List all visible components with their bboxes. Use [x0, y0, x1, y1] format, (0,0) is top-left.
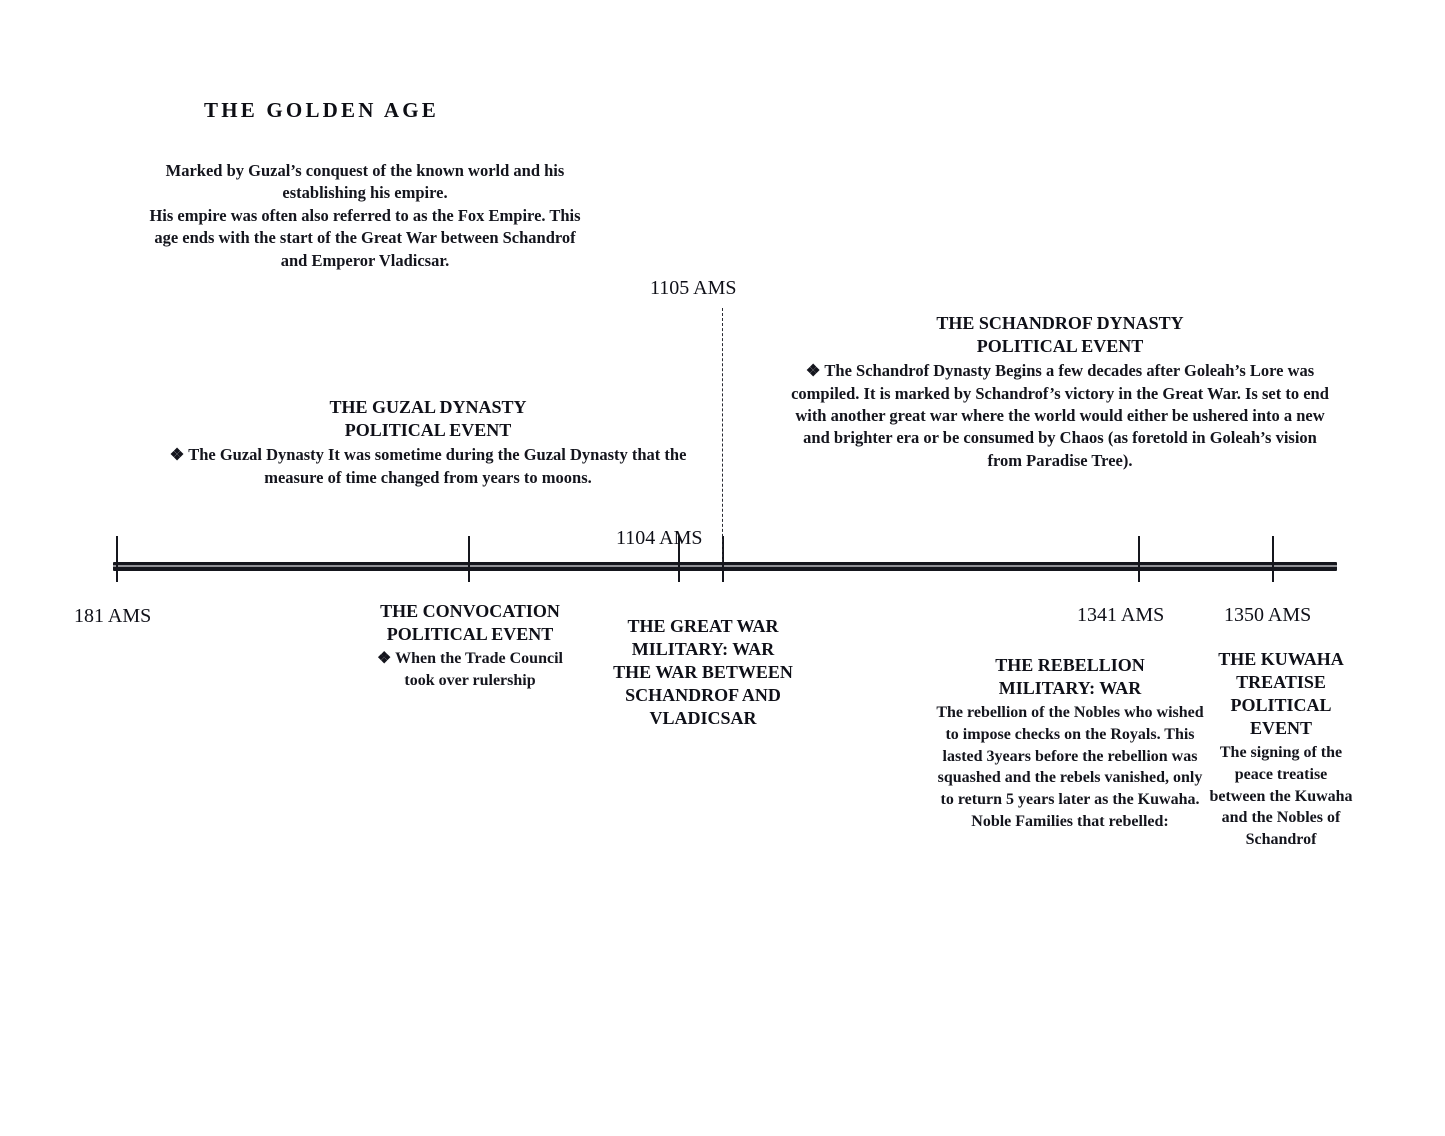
event-body: ❖ The Guzal Dynasty It was sometime during the Guzal Dynasty that the measure of time changed from years to moons.: [169, 445, 687, 487]
event-body: The rebellion of the Nobles who wished to impose checks on the Royals. This lasted 3years before the rebellion was squashed and the rebels vanished, only to return 5 years later as the Kuwaha. Noble Families that rebelled:: [936, 704, 1204, 830]
intro-line-5: and Emperor Vladicsar.: [280, 250, 450, 270]
year-label-1350-ams: 1350 AMS: [1224, 604, 1312, 626]
tick-1350-ams: [1272, 536, 1274, 582]
event-title: THE CONVOCATION: [380, 601, 560, 621]
event-subtitle: POLITICAL EVENT: [1230, 695, 1332, 739]
event-title: THE KUWAHA TREATISE: [1218, 649, 1344, 693]
event-the-rebellion: [936, 654, 1204, 833]
page-title: THE GOLDEN AGE: [204, 98, 440, 122]
event-subtitle: MILITARY: WAR: [998, 678, 1142, 699]
event-title: THE SCHANDROF DYNASTY: [936, 313, 1184, 333]
tick-1341-ams: [1138, 536, 1140, 582]
connector-1105-ams: [722, 308, 723, 562]
event-subtitle: POLITICAL EVENT: [386, 624, 554, 645]
timeline-axis: [113, 562, 1337, 571]
tick-181-ams: [116, 536, 118, 582]
event-body: The signing of the peace treatise between the Kuwaha and the Nobles of Schandrof: [1209, 744, 1353, 849]
intro-line-2: establishing his empire.: [282, 183, 448, 203]
event-title: THE GUZAL DYNASTY: [329, 397, 527, 417]
intro-line-3: His empire was often also referred to as the Fox Empire. This: [149, 205, 581, 225]
intro-line-4: age ends with the start of the Great War between Schandrof: [154, 228, 576, 248]
event-guzal-dynasty: [158, 396, 698, 489]
event-subtitle: MILITARY: WAR: [631, 639, 775, 660]
intro-line-1: Marked by Guzal’s conquest of the known world and his: [165, 161, 565, 180]
year-label-1104-ams: 1104 AMS: [616, 527, 703, 549]
event-body: THE WAR BETWEEN SCHANDROF AND VLADICSAR: [613, 662, 793, 729]
tick-convocation: [468, 536, 470, 582]
event-kuwaha-treatise: [1208, 648, 1354, 851]
year-label-181-ams: 181 AMS: [74, 605, 152, 627]
year-label-1105-ams: 1105 AMS: [650, 277, 737, 299]
intro-paragraph: [112, 160, 618, 272]
year-label-1341-ams: 1341 AMS: [1077, 604, 1165, 626]
event-title: THE REBELLION: [995, 655, 1145, 675]
event-body: ❖ When the Trade Council took over rulership: [377, 650, 563, 689]
event-title: THE GREAT WAR: [627, 616, 779, 636]
event-body: ❖ The Schandrof Dynasty Begins a few decades after Goleah’s Lore was compiled. It is marked by Schandrof’s victory in the Great War. Is set to end with another great war where the world would either be ushered into a new and brighter era or be consumed by Chaos (as foretold in Goleah’s vision from Paradise Tree).: [791, 361, 1329, 470]
event-subtitle: POLITICAL EVENT: [976, 336, 1144, 357]
event-the-great-war: [600, 615, 806, 730]
event-schandrof-dynasty: [790, 312, 1330, 472]
event-the-convocation: [363, 600, 577, 692]
event-subtitle: POLITICAL EVENT: [344, 420, 512, 441]
